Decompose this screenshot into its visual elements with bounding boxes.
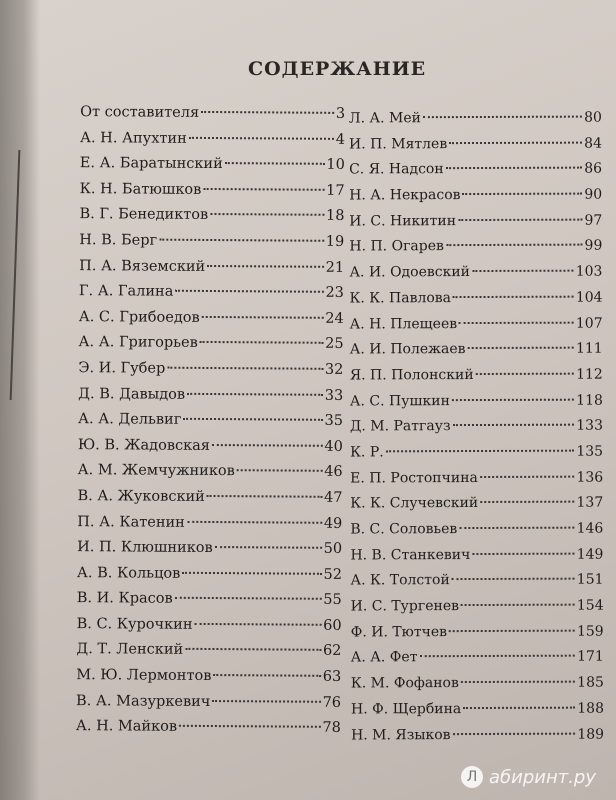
- toc-entry-page: 154: [576, 597, 604, 614]
- toc-entry: [350, 495, 603, 522]
- toc-entry: [79, 309, 344, 336]
- toc-entry-page: 10: [326, 156, 345, 174]
- toc-leader-dots: [453, 295, 574, 297]
- toc-leader-dots: [419, 655, 575, 658]
- toc-entry: [350, 521, 603, 548]
- toc-entry-name: А. С. Грибоедов: [78, 308, 200, 326]
- toc-entry-name: И. П. Клюшников: [77, 539, 213, 557]
- toc-entry: [350, 341, 603, 368]
- toc-leader-dots: [449, 629, 575, 631]
- toc-entry: [350, 315, 603, 342]
- toc-entry-name: А. Н. Апухтин: [79, 129, 187, 147]
- toc-entry-page: 62: [322, 643, 342, 660]
- toc-leader-dots: [463, 706, 575, 708]
- toc-entry-name: В. А. Жуковский: [77, 487, 205, 505]
- toc-entry-page: 118: [576, 392, 603, 409]
- toc-entry-page: 151: [576, 571, 604, 589]
- toc-entry: [349, 135, 602, 162]
- toc-entry-name: Н. А. Некрасов: [349, 187, 461, 204]
- toc-leader-dots: [195, 623, 322, 626]
- toc-entry-name: Д. В. Давыдов: [78, 385, 186, 403]
- toc-entry: [80, 155, 345, 182]
- toc-entry-page: 133: [576, 417, 604, 434]
- toc-leader-dots: [461, 681, 575, 683]
- toc-leader-dots: [201, 111, 334, 114]
- toc-entry-name: П. А. Катенин: [77, 513, 185, 531]
- toc-leader-dots: [182, 571, 321, 574]
- page-title: СОДЕРЖАНИЕ: [248, 58, 427, 80]
- toc-leader-dots: [207, 495, 322, 498]
- toc-entry: [79, 232, 344, 259]
- toc-leader-dots: [480, 475, 575, 477]
- toc-entry: [350, 289, 603, 316]
- toc-entry-name: Я. П. Полонский: [349, 366, 474, 384]
- toc-leader-dots: [462, 193, 582, 195]
- toc-leader-dots: [453, 732, 576, 734]
- labirint-logo-icon: Л: [461, 766, 483, 788]
- toc-entry-name: Н. М. Языков: [351, 726, 451, 743]
- toc-entry-page: 171: [577, 648, 604, 666]
- toc-entry-name: Ф. И. Тютчев: [350, 623, 448, 641]
- toc-leader-dots: [452, 578, 575, 580]
- toc-entry-page: 136: [576, 469, 604, 486]
- toc-entry: [349, 264, 602, 291]
- toc-entry-name: К. К. Случевский: [350, 495, 479, 512]
- toc-entry-name: Л. А. Мей: [348, 110, 421, 127]
- toc-entry-page: 40: [324, 438, 343, 455]
- toc-entry: [351, 598, 604, 625]
- toc-leader-dots: [202, 316, 324, 319]
- toc-entry-name: А. М. Жемчужников: [77, 462, 235, 480]
- toc-entry-name: Н. Ф. Щербина: [350, 700, 462, 718]
- toc-leader-dots: [446, 244, 583, 246]
- toc-entry-name: А. С. Пушкин: [349, 392, 450, 410]
- toc-entry-page: 19: [325, 233, 345, 250]
- toc-entry-name: От составителя: [80, 104, 200, 121]
- toc-entry: [78, 386, 343, 413]
- toc-entry-page: 76: [322, 694, 342, 711]
- toc-entry-name: П. А. Вяземский: [79, 257, 206, 275]
- toc-entry-page: 99: [584, 237, 603, 255]
- toc-entry-page: 78: [322, 720, 341, 737]
- toc-entry-name: А. И. Одоевский: [349, 264, 471, 281]
- toc-entry-name: И. С. Никитин: [349, 212, 457, 230]
- toc-entry-name: А. А. Фет: [350, 649, 418, 666]
- toc-entry-page: 4: [335, 131, 346, 148]
- toc-entry-name: М. Ю. Лермонтов: [76, 667, 212, 685]
- toc-entry: [76, 693, 341, 720]
- toc-entry-name: И. П. Мятлев: [348, 135, 448, 153]
- toc-leader-dots: [185, 648, 321, 651]
- toc-entry-page: 60: [323, 617, 342, 634]
- toc-leader-dots: [472, 552, 574, 554]
- toc-entry-name: А. А. Григорьев: [78, 334, 198, 352]
- toc-entry-page: 104: [575, 289, 603, 306]
- toc-leader-dots: [212, 700, 320, 703]
- toc-entry-page: 46: [324, 464, 343, 481]
- toc-leader-dots: [179, 725, 320, 728]
- toc-right-column: [349, 110, 604, 753]
- toc-entry-page: 84: [584, 135, 603, 152]
- toc-entry: [77, 590, 342, 617]
- toc-entry-page: 189: [577, 726, 605, 743]
- toc-entry-name: К. Р.: [350, 444, 384, 461]
- toc-entry-page: 137: [576, 494, 604, 511]
- toc-entry-page: 3: [335, 105, 346, 122]
- toc-entry-name: А. Н. Плещеев: [349, 315, 458, 332]
- toc-entry: [350, 572, 603, 599]
- toc-leader-dots: [215, 546, 322, 549]
- toc-entry-page: 18: [325, 208, 345, 225]
- toc-leader-dots: [459, 321, 574, 323]
- toc-entry-page: 32: [324, 361, 344, 378]
- toc-leader-dots: [476, 373, 574, 375]
- toc-entry-name: В. И. Красов: [76, 590, 173, 608]
- toc-leader-dots: [461, 604, 575, 606]
- toc-entry: [351, 726, 604, 753]
- toc-entry-name: А. А. Дельвиг: [77, 411, 182, 428]
- toc-leader-dots: [453, 424, 575, 426]
- toc-entry-page: 111: [575, 340, 603, 357]
- toc-entry: [78, 334, 343, 361]
- toc-entry: [77, 488, 342, 515]
- toc-leader-dots: [159, 239, 324, 242]
- toc-entry: [349, 212, 602, 239]
- toc-entry-name: Д. М. Ратгауз: [349, 418, 451, 435]
- book-spine-shadow: [0, 0, 40, 800]
- toc-leader-dots: [183, 418, 322, 421]
- toc-leader-dots: [472, 270, 574, 272]
- toc-entry: [79, 206, 344, 233]
- toc-entry-page: 97: [584, 212, 603, 229]
- toc-entry: [350, 418, 603, 445]
- toc-entry-page: 49: [323, 515, 343, 532]
- toc-entry: [76, 667, 341, 694]
- toc-entry: [77, 565, 342, 592]
- toc-leader-dots: [189, 136, 334, 139]
- toc-leader-dots: [449, 141, 582, 143]
- toc-entry: [77, 539, 342, 566]
- toc-entry: [76, 642, 341, 669]
- toc-entry-page: 33: [324, 387, 344, 404]
- toc-entry-page: 188: [577, 700, 604, 717]
- toc-entry: [351, 649, 604, 676]
- toc-entry-name: Г. А. Галина: [78, 283, 174, 300]
- toc-entry-page: 103: [575, 263, 603, 280]
- toc-leader-dots: [458, 218, 582, 220]
- toc-leader-dots: [210, 213, 324, 216]
- toc-entry-page: 50: [323, 540, 343, 558]
- toc-leader-dots: [452, 398, 574, 400]
- toc-entry: [79, 283, 344, 310]
- toc-entry-page: 17: [326, 182, 345, 199]
- toc-leader-dots: [468, 347, 574, 349]
- toc-entry-name: В. А. Мазуркевич: [76, 692, 211, 710]
- toc-entry-page: 185: [577, 674, 604, 691]
- toc-leader-dots: [446, 167, 583, 169]
- toc-entry-name: Д. Т. Ленский: [76, 641, 184, 659]
- toc-entry-name: Е. П. Ростопчина: [350, 469, 478, 487]
- toc-entry-page: 86: [584, 160, 603, 177]
- toc-entry-name: К. К. Павлова: [349, 289, 452, 307]
- toc-entry: [349, 161, 602, 188]
- toc-entry-page: 159: [576, 623, 604, 640]
- toc-entry: [351, 675, 604, 702]
- toc-entry-name: К. М. Фофанов: [350, 675, 459, 692]
- toc-entry: [351, 700, 604, 727]
- toc-entry-name: К. Н. Батюшков: [79, 180, 202, 198]
- toc-entry: [76, 616, 341, 643]
- toc-leader-dots: [187, 520, 322, 523]
- toc-entry-page: 135: [576, 443, 604, 460]
- toc-leader-dots: [167, 367, 323, 370]
- toc-entry: [350, 469, 603, 496]
- watermark: [461, 766, 596, 788]
- toc-entry: [76, 718, 341, 745]
- toc-entry: [350, 392, 603, 419]
- toc-entry-page: 21: [325, 259, 345, 276]
- toc-entry-name: А. В. Кольцов: [76, 564, 181, 582]
- toc-entry: [78, 437, 343, 464]
- toc-entry-page: 23: [325, 284, 344, 302]
- toc-entry: [349, 238, 602, 265]
- toc-entry-name: Э. И. Губер: [78, 360, 166, 377]
- toc-leader-dots: [187, 392, 323, 395]
- toc-entry-page: 63: [322, 668, 342, 685]
- toc-entry: [349, 187, 602, 214]
- toc-entry: [349, 110, 602, 137]
- toc-leader-dots: [203, 188, 324, 191]
- toc-entry-name: В. Г. Бенедиктов: [79, 206, 209, 224]
- toc-entry-page: 107: [575, 315, 603, 332]
- toc-left-column: [76, 104, 345, 746]
- toc-entry: [80, 104, 345, 131]
- toc-entry-page: 80: [584, 109, 602, 126]
- toc-leader-dots: [459, 527, 574, 529]
- toc-entry-name: А. И. Полежаев: [349, 341, 466, 358]
- toc-entry-name: Е. А. Баратынский: [79, 155, 223, 173]
- toc-entry: [350, 366, 603, 393]
- toc-entry-page: 55: [323, 592, 342, 609]
- toc-entry: [78, 462, 343, 489]
- toc-entry-name: А. Н. Майков: [75, 718, 178, 736]
- toc-entry-name: Н. П. Огарев: [349, 238, 444, 255]
- toc-entry-page: 35: [324, 412, 344, 430]
- toc-entry-page: 52: [323, 566, 343, 583]
- toc-entry-page: 24: [325, 310, 344, 327]
- toc-entry: [78, 411, 343, 438]
- toc-entry-name: А. К. Толстой: [350, 572, 450, 589]
- toc-entry-name: С. Я. Надсон: [349, 161, 444, 178]
- toc-entry-name: Н. В. Берг: [79, 232, 158, 249]
- toc-leader-dots: [175, 290, 323, 293]
- toc-entry-name: В. С. Курочкин: [76, 615, 193, 633]
- toc-leader-dots: [237, 469, 322, 472]
- toc-leader-dots: [213, 674, 320, 677]
- toc-entry-page: 146: [576, 520, 604, 537]
- toc-entry-name: Ю. В. Жадовская: [77, 436, 211, 454]
- toc-entry-name: Н. В. Станкевич: [350, 546, 471, 564]
- toc-entry: [77, 514, 342, 541]
- toc-entry-page: 149: [576, 546, 604, 563]
- toc-leader-dots: [225, 162, 325, 165]
- toc-entry-name: В. С. Соловьев: [350, 521, 458, 538]
- toc-entry: [79, 258, 344, 285]
- toc-entry-page: 47: [323, 489, 343, 506]
- toc-entry: [80, 130, 345, 157]
- toc-entry-page: 90: [584, 186, 603, 203]
- toc-leader-dots: [423, 116, 582, 119]
- toc-entry: [78, 360, 343, 387]
- toc-entry-name: И. С. Тургенев: [350, 598, 460, 615]
- toc-leader-dots: [212, 444, 322, 447]
- toc-entry: [351, 623, 604, 650]
- watermark-text: абиринт.ру: [488, 766, 596, 788]
- toc-entry: [80, 181, 345, 208]
- toc-leader-dots: [175, 597, 322, 600]
- toc-entry-page: 25: [325, 336, 344, 353]
- toc-entry: [350, 546, 603, 573]
- toc-entry: [350, 443, 603, 470]
- toc-leader-dots: [386, 450, 575, 453]
- toc-entry-page: 112: [576, 366, 603, 383]
- toc-leader-dots: [480, 501, 574, 503]
- toc-leader-dots: [200, 341, 323, 344]
- toc-leader-dots: [207, 265, 323, 268]
